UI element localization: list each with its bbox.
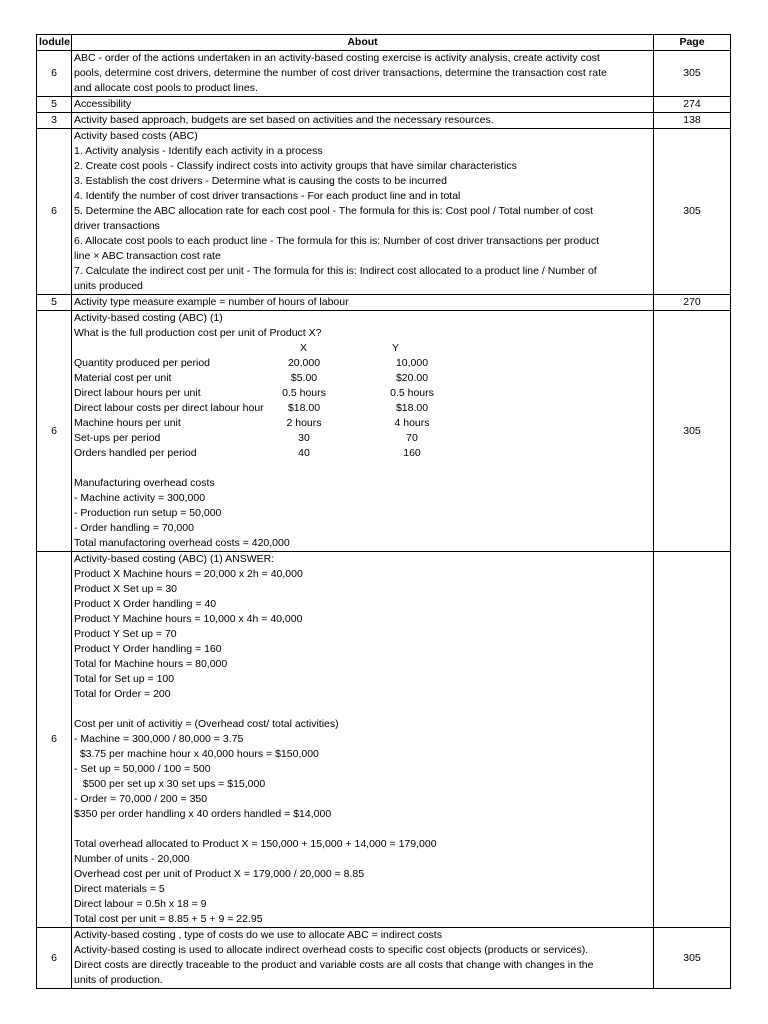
- about-line: 6. Allocate cost pools to each product line - The formula for this is: Number of cost driver transactions per product: [74, 235, 600, 247]
- example-table-row: [74, 386, 651, 401]
- module-cell[interactable]: 6: [37, 928, 72, 989]
- about-line: Product Y Machine hours = 10,000 x 4h = 40,000: [74, 613, 303, 625]
- example-data-table: [74, 341, 651, 461]
- about-line: - Machine = 300,000 / 80,000 = 3.75: [74, 733, 244, 745]
- about-line: $350 per order handling x 40 orders handled = $14,000: [74, 808, 332, 820]
- about-cell[interactable]: [72, 97, 654, 113]
- module-cell[interactable]: 5: [37, 295, 72, 311]
- about-cell[interactable]: [72, 552, 654, 928]
- about-line: 5. Determine the ABC allocation rate for each cost pool - The formula for this is: Cost pool / Total number of cost: [74, 205, 594, 217]
- example-table-row: [74, 401, 651, 416]
- about-line: - Machine activity = 300,000: [74, 492, 206, 504]
- example-table-header: [74, 341, 651, 356]
- about-line: Total for Machine hours = 80,000: [74, 658, 228, 670]
- about-line: Product Y Set up = 70: [74, 628, 177, 640]
- example-value-x: 2 hours: [286, 417, 322, 429]
- module-cell[interactable]: 5: [37, 97, 72, 113]
- about-header[interactable]: About: [72, 35, 654, 51]
- about-line: driver transactions: [74, 220, 160, 232]
- table-row: [37, 295, 731, 311]
- about-line: Total cost per unit = 8.85 + 5 + 9 = 22.95: [74, 913, 263, 925]
- about-line: - Set up = 50,000 / 100 = 500: [74, 763, 211, 775]
- about-line: units of production.: [74, 974, 163, 986]
- about-line: Total overhead allocated to Product X = 150,000 + 15,000 + 14,000 = 179,000: [74, 838, 437, 850]
- example-table-row: [74, 371, 651, 386]
- about-line: Activity based approach, budgets are set based on activities and the necessary resources.: [74, 114, 494, 126]
- module-cell[interactable]: 6: [37, 51, 72, 97]
- about-line: 2. Create cost pools - Classify indirect costs into activity groups that have similar characteristics: [74, 160, 517, 172]
- page-cell[interactable]: 274: [654, 97, 731, 113]
- about-line: pools, determine cost drivers, determine the number of cost driver transactions, determine the transaction cost rate: [74, 67, 607, 79]
- table-row: [37, 552, 731, 928]
- column-x-label: X: [300, 342, 308, 354]
- example-row-label: Material cost per unit: [74, 372, 172, 384]
- about-line: 4. Identify the number of cost driver transactions - For each product line and in total: [74, 190, 461, 202]
- about-line: $3.75 per machine hour x 40,000 hours = $150,000: [74, 748, 319, 760]
- example-row-label: Orders handled per period: [74, 447, 197, 459]
- page-cell[interactable]: [654, 552, 731, 928]
- example-value-x: $18.00: [287, 402, 321, 414]
- module-cell[interactable]: 3: [37, 113, 72, 129]
- table-row: [37, 129, 731, 295]
- page-cell[interactable]: 305: [654, 311, 731, 552]
- about-line: Product X Set up = 30: [74, 583, 178, 595]
- example-value-y: $18.00: [395, 402, 429, 414]
- example-value-y: 10,000: [395, 357, 429, 369]
- about-line: [74, 702, 651, 717]
- about-line: $500 per set up x 30 set ups = $15,000: [74, 778, 266, 790]
- header-row: [37, 35, 731, 51]
- index-table: [36, 34, 731, 989]
- about-line: Accessibility: [74, 98, 132, 110]
- page-header[interactable]: Page: [654, 35, 731, 51]
- about-line: 3. Establish the cost drivers - Determine what is causing the costs to be incurred: [74, 175, 447, 187]
- about-line: Total manufactoring overhead costs = 420,000: [74, 537, 290, 549]
- about-cell[interactable]: [72, 295, 654, 311]
- example-row-label: Machine hours per unit: [74, 417, 181, 429]
- about-line: 7. Calculate the indirect cost per unit - The formula for this is: Indirect cost allocated to a product line / Number of: [74, 265, 597, 277]
- example-table-row: [74, 431, 651, 446]
- example-row-label: Set-ups per period: [74, 432, 161, 444]
- about-line: - Production run setup = 50,000: [74, 507, 222, 519]
- about-line: Activity-based costing (ABC) (1) ANSWER:: [74, 553, 275, 565]
- about-line: Total for Order = 200: [74, 688, 171, 700]
- about-cell[interactable]: [72, 51, 654, 97]
- table-row: [37, 113, 731, 129]
- about-line: Product X Order handling = 40: [74, 598, 217, 610]
- example-value-y: 4 hours: [394, 417, 430, 429]
- about-line: and allocate cost pools to product lines.: [74, 82, 258, 94]
- about-line: Direct materials = 5: [74, 883, 165, 895]
- example-value-y: 160: [403, 447, 421, 459]
- page-cell[interactable]: 138: [654, 113, 731, 129]
- about-line: Activity-based costing , type of costs do we use to allocate ABC = indirect costs: [74, 929, 442, 941]
- about-line: What is the full production cost per unit of Product X?: [74, 327, 322, 339]
- example-table-row: [74, 416, 651, 431]
- about-line: Activity based costs (ABC): [74, 130, 198, 142]
- about-line: Number of units - 20,000: [74, 853, 190, 865]
- about-line: Activity-based costing is used to allocate indirect overhead costs to specific cost objects (products or services).: [74, 944, 589, 956]
- example-row-label: Direct labour costs per direct labour hour: [74, 402, 264, 414]
- about-cell[interactable]: [72, 928, 654, 989]
- about-line: Direct costs are directly traceable to the product and variable costs are all costs that change with changes in the: [74, 959, 594, 971]
- table-row: [37, 97, 731, 113]
- about-line: Direct labour = 0.5h x 18 = 9: [74, 898, 207, 910]
- page-cell[interactable]: 305: [654, 51, 731, 97]
- table-row: [37, 311, 731, 552]
- example-value-y: $20.00: [395, 372, 429, 384]
- about-line: 1. Activity analysis - Identify each activity in a process: [74, 145, 323, 157]
- about-line: line × ABC transaction cost rate: [74, 250, 221, 262]
- about-line: - Order = 70,000 / 200 = 350: [74, 793, 208, 805]
- about-line: [74, 822, 651, 837]
- example-value-x: 30: [298, 432, 310, 444]
- example-value-x: $5.00: [290, 372, 318, 384]
- about-line: Total for Set up = 100: [74, 673, 175, 685]
- example-row-label: Direct labour hours per unit: [74, 387, 201, 399]
- module-header[interactable]: lodule: [37, 35, 72, 51]
- about-line: Product X Machine hours = 20,000 x 2h = 40,000: [74, 568, 303, 580]
- about-line: Overhead cost per unit of Product X = 179,000 / 20,000 = 8.85: [74, 868, 365, 880]
- example-value-y: 0.5 hours: [390, 387, 434, 399]
- column-y-label: Y: [392, 342, 400, 354]
- about-line: - Order handling = 70,000: [74, 522, 194, 534]
- page-cell[interactable]: 305: [654, 129, 731, 295]
- about-cell[interactable]: [72, 129, 654, 295]
- example-row-label: Quantity produced per period: [74, 357, 211, 369]
- about-cell[interactable]: [72, 311, 654, 552]
- page-cell[interactable]: 270: [654, 295, 731, 311]
- about-line: [74, 461, 651, 476]
- about-line: Activity-based costing (ABC) (1): [74, 312, 223, 324]
- table-row: [37, 928, 731, 989]
- about-line: Activity type measure example = number of hours of labour: [74, 296, 349, 308]
- example-table-row: [74, 356, 651, 371]
- table-body: [37, 51, 731, 989]
- about-line: Manufacturing overhead costs: [74, 477, 215, 489]
- table-row: [37, 51, 731, 97]
- module-cell[interactable]: 6: [37, 552, 72, 928]
- about-line: ABC - order of the actions undertaken in an activity-based costing exercise is activity analysis, create activity cost: [74, 52, 600, 64]
- about-line: units produced: [74, 280, 143, 292]
- example-table-row: [74, 446, 651, 461]
- example-value-x: 20,000: [287, 357, 321, 369]
- module-cell[interactable]: 6: [37, 311, 72, 552]
- module-cell[interactable]: 6: [37, 129, 72, 295]
- about-line: Cost per unit of activitiy = (Overhead cost/ total activities): [74, 718, 339, 730]
- about-cell[interactable]: [72, 113, 654, 129]
- page-cell[interactable]: 305: [654, 928, 731, 989]
- about-line: Product Y Order handling = 160: [74, 643, 222, 655]
- example-value-x: 40: [298, 447, 310, 459]
- example-value-y: 70: [406, 432, 418, 444]
- example-value-x: 0.5 hours: [282, 387, 326, 399]
